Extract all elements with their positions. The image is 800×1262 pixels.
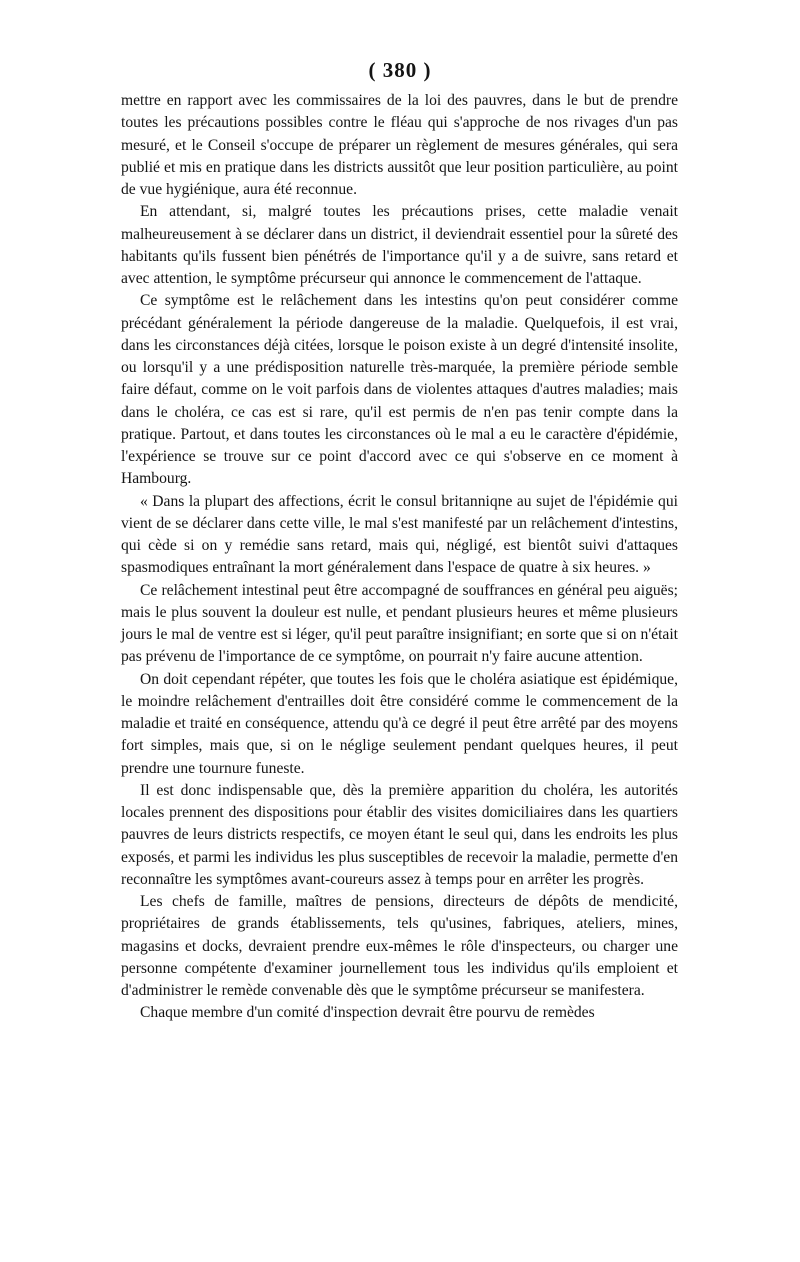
paragraph-5: Ce relâchement intestinal peut être accompagné de souffrances en général peu aiguës; mais le plus souvent la douleur est nulle, et pendant plusieurs heures et même plusieurs jours le mal de ventre est si léger, qu'il peut paraître insignifiant; en sorte que si on n'était pas prévenu de l'importance de ce symptôme, on pourrait n'y faire aucune attention. [121,581,678,666]
paragraph-2: En attendant, si, malgré toutes les précautions prises, cette maladie venait malheureusement à se déclarer dans un district, il deviendrait essentiel pour la sûreté des habitants qu'ils fussent bien pénétrés de l'importance qu'il y a de suivre, sans retard et avec attention, le symptôme précurseur qui annonce le commencement de l'attaque. [121,203,678,287]
paragraph-4-quote: « Dans la plupart des affections, écrit le consul britanniqne au sujet de l'épidémie qui vient de se déclarer dans cette ville, le mal s'est manifesté par un relâchement d'intestins, qui cède si on y remédie sans retard, mais qui, négligé, est bientôt suivi d'attaques spasmodiques entraînant la mort généralement dans l'espace de quatre à six heures. » [121,492,678,577]
paragraph-7: Il est donc indispensable que, dès la première apparition du choléra, les autorités locales prennent des dispositions pour établir des visites domiciliaires dans les quartiers pauvres de leurs districts respectifs, ce moyen étant le seul qui, dans les endroits les plus exposés, et parmi les individus les plus susceptibles de recevoir la maladie, permette d'en reconnaître les symptômes avant-coureurs assez à temps pour en arrêter les progrès. [121,781,678,888]
paragraph-3: Ce symptôme est le relâchement dans les intestins qu'on peut considérer comme précédant généralement la période dangereuse de la maladie. Quelquefois, il est vrai, dans les circonstances déjà citées, lorsque le poison existe à un degré d'intensité insolite, ou lorsqu'il y a une prédisposition naturelle très-marquée, la première période semble faire défaut, comme on le voit parfois dans de violentes attaques d'autres maladies; mais dans le choléra, ce cas est si rare, qu'il est permis de n'en pas tenir compte dans la pratique. Partout, et dans toutes les circonstances où le mal a eu le caractère d'épidémie, l'expérience se trouve sur ce point d'accord avec ce qui s'observe en ce moment à Hambourg. [121,292,678,488]
page-number: ( 380 ) [368,58,432,82]
paragraph-9: Chaque membre d'un comité d'inspection devrait être pourvu de remèdes [140,1004,595,1022]
paragraph-6: On doit cependant répéter, que toutes les fois que le choléra asiatique est épidémique, le moindre relâchement d'entrailles doit être considéré comme le commencement de la maladie et traité en conséquence, attendu qu'à ce degré il peut être arrêté par des moyens fort simples, mais que, si on le néglige seulement pendant quelques heures, il peut prendre une tournure funeste. [121,670,678,777]
paragraph-1: mettre en rapport avec les commissaires de la loi des pauvres, dans le but de prendre toutes les précautions possibles contre le fléau qui s'approche de nos rivages d'un pas mesuré, et le Conseil s'occupe de préparer un règlement de mesures générales, qui sera publié et mis en pratique dans les districts aussitôt que leur position particulière, au point de vue hygiénique, aura été reconnue. [121,92,678,198]
paragraph-8: Les chefs de famille, maîtres de pensions, directeurs de dépôts de mendicité, propriétaires de grands établissements, tels qu'usines, fabriques, ateliers, mines, magasins et docks, devraient prendre eux-mêmes le rôle d'inspecteurs, ou charger une personne compétente d'examiner journellement tous les individus qu'ils emploient et d'administrer le remède convenable dès que le symptôme précurseur se manifestera. [121,893,678,999]
body-text [121,90,678,1025]
